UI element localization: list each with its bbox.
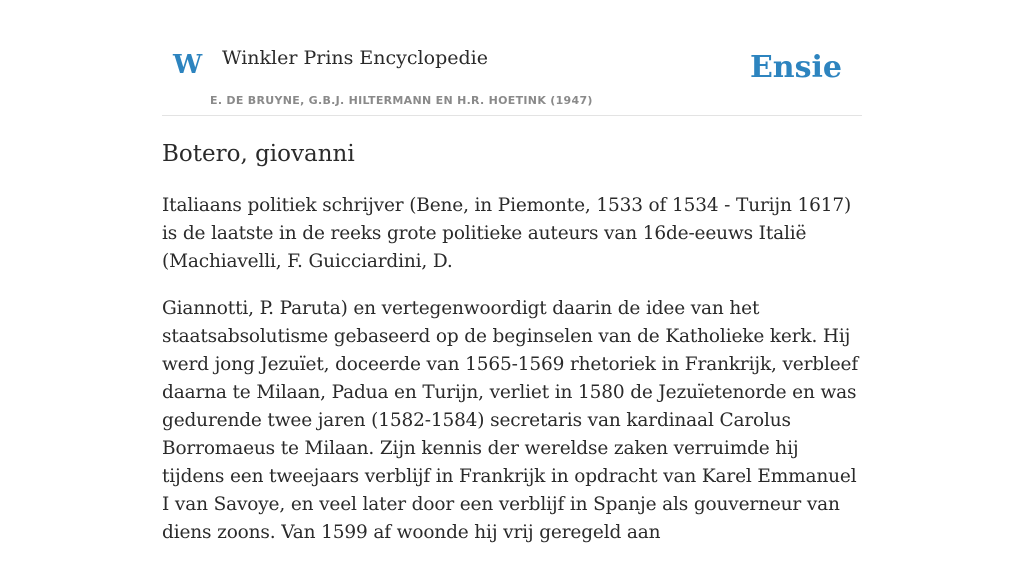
entry-body	[162, 192, 862, 566]
entry-paragraph: Giannotti, P. Paruta) en vertegenwoordigt daarin de idee van het staatsabsolutisme gebaseerd op de beginselen van de Katholieke kerk. Hij werd jong Jezuïet, doceerde van 1565-1569 rhetoriek in Frankrijk, verbleef daarna te Milaan, Padua en Turijn, verliet in 1580 de Jezuïetenorde en was gedurende twee jaren (1582-1584) secretaris van kardinaal Carolus Borromaeus te Milaan. Zijn kennis der wereldse zaken verruimde hij tijdens een tweejaars verblijf in Frankrijk in opdracht van Karel Emmanuel I van Savoye, en veel later door een verblijf in Spanje als gouverneur van diens zoons. Van 1599 af woonde hij vrij geregeld aan	[162, 298, 859, 543]
entry-title: Botero, giovanni	[162, 141, 355, 167]
source-header	[162, 38, 862, 116]
entry-paragraph: Italiaans politiek schrijver (Bene, in Piemonte, 1533 of 1534 - Turijn 1617) is de laatste in de reeks grote politieke auteurs van 16de-eeuws Italië (Machiavelli, F. Guicciardini, D.	[162, 195, 852, 272]
source-authors: E. DE BRUYNE, G.B.J. HILTERMANN EN H.R. HOETINK (1947)	[210, 94, 593, 107]
source-title[interactable]: Winkler Prins Encyclopedie	[222, 47, 488, 69]
ensie-logo[interactable]: Ensie	[749, 50, 842, 85]
winkler-prins-logo[interactable]: W	[173, 50, 203, 80]
